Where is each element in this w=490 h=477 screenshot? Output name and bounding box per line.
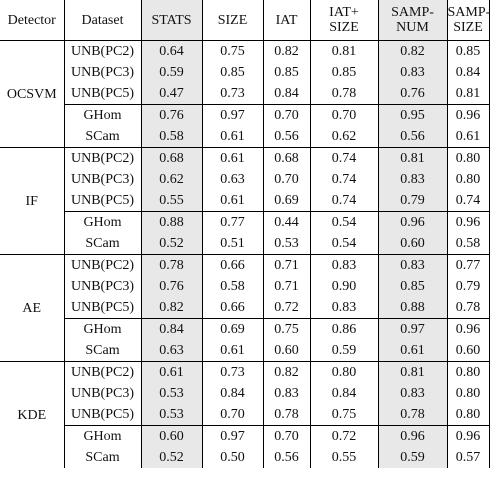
value-cell: 0.74 [310, 169, 378, 190]
value-cell: 0.55 [310, 447, 378, 468]
value-cell: 0.96 [447, 319, 489, 341]
value-cell: 0.54 [310, 212, 378, 234]
value-cell: 0.90 [310, 276, 378, 297]
value-cell: 0.78 [263, 404, 310, 426]
dataset-cell: GHom [64, 105, 141, 127]
dataset-cell: UNB(PC3) [64, 169, 141, 190]
dataset-cell: UNB(PC5) [64, 404, 141, 426]
value-cell: 0.53 [141, 404, 202, 426]
value-cell: 0.83 [378, 255, 447, 277]
table-row [0, 233, 489, 255]
value-cell: 0.82 [141, 297, 202, 319]
table-row [0, 319, 489, 341]
detector-header: Detector [0, 0, 64, 41]
value-cell: 0.61 [202, 148, 263, 170]
value-cell: 0.75 [310, 404, 378, 426]
value-cell: 0.61 [447, 126, 489, 148]
value-cell: 0.84 [310, 383, 378, 404]
value-cell: 0.71 [263, 276, 310, 297]
value-cell: 0.78 [310, 83, 378, 105]
value-cell: 0.85 [447, 41, 489, 63]
value-cell: 0.56 [263, 447, 310, 468]
value-cell: 0.74 [310, 148, 378, 170]
value-cell: 0.97 [202, 105, 263, 127]
value-cell: 0.75 [263, 319, 310, 341]
value-cell: 0.63 [202, 169, 263, 190]
column-header-size: SIZE [202, 0, 263, 41]
value-cell: 0.55 [141, 190, 202, 212]
value-cell: 0.53 [141, 383, 202, 404]
value-cell: 0.70 [263, 426, 310, 448]
value-cell: 0.86 [310, 319, 378, 341]
value-cell: 0.60 [263, 340, 310, 362]
column-header-samp-size: SAMP- SIZE [447, 0, 489, 41]
value-cell: 0.52 [141, 447, 202, 468]
dataset-cell: SCam [64, 447, 141, 468]
value-cell: 0.66 [202, 255, 263, 277]
detector-cell: IF [0, 148, 64, 255]
value-cell: 0.95 [378, 105, 447, 127]
value-cell: 0.80 [447, 362, 489, 384]
dataset-cell: SCam [64, 126, 141, 148]
table-row [0, 62, 489, 83]
dataset-cell: UNB(PC3) [64, 383, 141, 404]
value-cell: 0.83 [263, 383, 310, 404]
table-row [0, 190, 489, 212]
value-cell: 0.84 [141, 319, 202, 341]
value-cell: 0.81 [447, 83, 489, 105]
column-header-samp-num: SAMP- NUM [378, 0, 447, 41]
value-cell: 0.80 [447, 148, 489, 170]
value-cell: 0.60 [378, 233, 447, 255]
value-cell: 0.78 [447, 297, 489, 319]
value-cell: 0.44 [263, 212, 310, 234]
dataset-cell: UNB(PC2) [64, 362, 141, 384]
table-row [0, 426, 489, 448]
column-header-iat: IAT [263, 0, 310, 41]
value-cell: 0.73 [202, 83, 263, 105]
value-cell: 0.84 [447, 62, 489, 83]
dataset-cell: SCam [64, 340, 141, 362]
value-cell: 0.62 [141, 169, 202, 190]
table-row [0, 255, 489, 277]
dataset-cell: UNB(PC5) [64, 83, 141, 105]
table-row [0, 276, 489, 297]
value-cell: 0.76 [141, 276, 202, 297]
value-cell: 0.85 [310, 62, 378, 83]
value-cell: 0.79 [447, 276, 489, 297]
value-cell: 0.96 [447, 426, 489, 448]
value-cell: 0.51 [202, 233, 263, 255]
value-cell: 0.96 [378, 426, 447, 448]
value-cell: 0.70 [263, 105, 310, 127]
value-cell: 0.82 [263, 41, 310, 63]
value-cell: 0.96 [447, 105, 489, 127]
table-row [0, 105, 489, 127]
header-row [0, 0, 489, 41]
value-cell: 0.75 [202, 41, 263, 63]
value-cell: 0.81 [310, 41, 378, 63]
value-cell: 0.83 [378, 62, 447, 83]
value-cell: 0.88 [378, 297, 447, 319]
value-cell: 0.60 [141, 426, 202, 448]
value-cell: 0.61 [202, 190, 263, 212]
value-cell: 0.69 [202, 319, 263, 341]
value-cell: 0.81 [378, 148, 447, 170]
value-cell: 0.81 [378, 362, 447, 384]
value-cell: 0.74 [310, 190, 378, 212]
value-cell: 0.77 [202, 212, 263, 234]
value-cell: 0.85 [378, 276, 447, 297]
value-cell: 0.97 [202, 426, 263, 448]
value-cell: 0.54 [310, 233, 378, 255]
value-cell: 0.96 [447, 212, 489, 234]
value-cell: 0.72 [310, 426, 378, 448]
dataset-cell: UNB(PC3) [64, 62, 141, 83]
value-cell: 0.72 [263, 297, 310, 319]
table-row [0, 41, 489, 63]
value-cell: 0.61 [202, 126, 263, 148]
table-row [0, 126, 489, 148]
value-cell: 0.71 [263, 255, 310, 277]
table-row [0, 169, 489, 190]
value-cell: 0.83 [310, 297, 378, 319]
value-cell: 0.58 [202, 276, 263, 297]
value-cell: 0.96 [378, 212, 447, 234]
dataset-cell: GHom [64, 426, 141, 448]
dataset-header: Dataset [64, 0, 141, 41]
value-cell: 0.80 [447, 169, 489, 190]
value-cell: 0.83 [378, 169, 447, 190]
table-row [0, 83, 489, 105]
value-cell: 0.76 [141, 105, 202, 127]
value-cell: 0.57 [447, 447, 489, 468]
value-cell: 0.52 [141, 233, 202, 255]
value-cell: 0.64 [141, 41, 202, 63]
dataset-cell: GHom [64, 212, 141, 234]
value-cell: 0.53 [263, 233, 310, 255]
value-cell: 0.68 [263, 148, 310, 170]
value-cell: 0.73 [202, 362, 263, 384]
value-cell: 0.78 [141, 255, 202, 277]
column-header-stats: STATS [141, 0, 202, 41]
value-cell: 0.70 [310, 105, 378, 127]
value-cell: 0.60 [447, 340, 489, 362]
value-cell: 0.59 [141, 62, 202, 83]
value-cell: 0.47 [141, 83, 202, 105]
value-cell: 0.66 [202, 297, 263, 319]
value-cell: 0.70 [202, 404, 263, 426]
value-cell: 0.61 [141, 362, 202, 384]
value-cell: 0.58 [447, 233, 489, 255]
value-cell: 0.88 [141, 212, 202, 234]
value-cell: 0.68 [141, 148, 202, 170]
value-cell: 0.56 [378, 126, 447, 148]
value-cell: 0.77 [447, 255, 489, 277]
value-cell: 0.80 [447, 383, 489, 404]
table-row [0, 383, 489, 404]
value-cell: 0.69 [263, 190, 310, 212]
detector-cell: AE [0, 255, 64, 362]
detector-cell: OCSVM [0, 41, 64, 148]
value-cell: 0.82 [263, 362, 310, 384]
table-row [0, 148, 489, 170]
value-cell: 0.63 [141, 340, 202, 362]
dataset-cell: UNB(PC3) [64, 276, 141, 297]
value-cell: 0.79 [378, 190, 447, 212]
value-cell: 0.70 [263, 169, 310, 190]
table-row [0, 447, 489, 468]
table-row [0, 362, 489, 384]
value-cell: 0.85 [263, 62, 310, 83]
dataset-cell: UNB(PC5) [64, 190, 141, 212]
value-cell: 0.62 [310, 126, 378, 148]
dataset-cell: GHom [64, 319, 141, 341]
dataset-cell: UNB(PC2) [64, 41, 141, 63]
value-cell: 0.61 [202, 340, 263, 362]
value-cell: 0.61 [378, 340, 447, 362]
table-row [0, 297, 489, 319]
dataset-cell: UNB(PC5) [64, 297, 141, 319]
detector-cell: KDE [0, 362, 64, 469]
value-cell: 0.80 [447, 404, 489, 426]
value-cell: 0.56 [263, 126, 310, 148]
dataset-cell: UNB(PC2) [64, 255, 141, 277]
value-cell: 0.84 [202, 383, 263, 404]
value-cell: 0.82 [378, 41, 447, 63]
dataset-cell: SCam [64, 233, 141, 255]
value-cell: 0.50 [202, 447, 263, 468]
value-cell: 0.83 [310, 255, 378, 277]
value-cell: 0.76 [378, 83, 447, 105]
table-row [0, 404, 489, 426]
value-cell: 0.74 [447, 190, 489, 212]
table-row [0, 212, 489, 234]
value-cell: 0.80 [310, 362, 378, 384]
dataset-cell: UNB(PC2) [64, 148, 141, 170]
table-row [0, 340, 489, 362]
value-cell: 0.78 [378, 404, 447, 426]
value-cell: 0.83 [378, 383, 447, 404]
value-cell: 0.59 [378, 447, 447, 468]
column-header-iat-size: IAT+ SIZE [310, 0, 378, 41]
value-cell: 0.58 [141, 126, 202, 148]
value-cell: 0.97 [378, 319, 447, 341]
value-cell: 0.85 [202, 62, 263, 83]
value-cell: 0.84 [263, 83, 310, 105]
value-cell: 0.59 [310, 340, 378, 362]
